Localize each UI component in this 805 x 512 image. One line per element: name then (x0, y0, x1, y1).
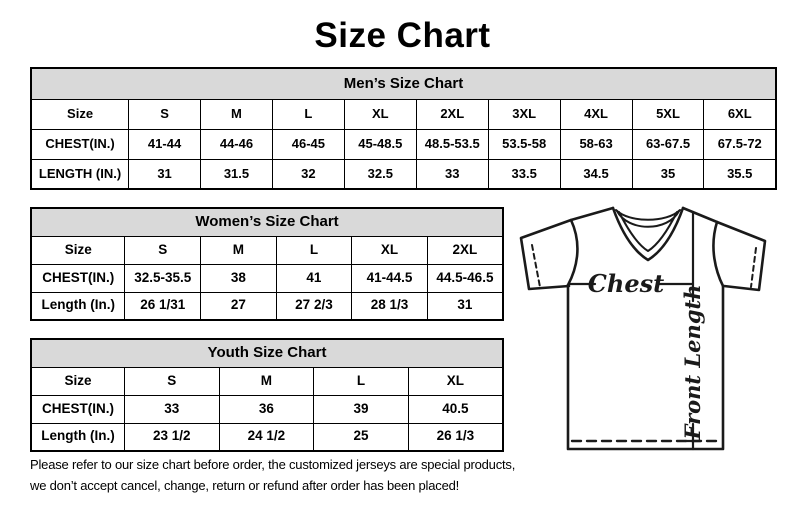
mens-title-row (31, 68, 776, 99)
tshirt-right-cuff-dashed (751, 248, 756, 287)
womens-value-cell: 44.5-46.5 (427, 264, 503, 292)
womens-value-cell: 32.5-35.5 (125, 264, 201, 292)
womens-title-row (31, 208, 503, 236)
mens-size-header-cell: 2XL (416, 99, 488, 129)
left-column (30, 207, 516, 497)
mens-value-cell: 45-48.5 (344, 129, 416, 159)
mens-row-label: CHEST(IN.) (31, 129, 129, 159)
youth-row-label: Length (In.) (31, 423, 124, 451)
womens-value-cell: 27 (201, 292, 277, 320)
womens-size-header-cell: M (201, 236, 277, 264)
youth-value-cell: 24 1/2 (219, 423, 314, 451)
mens-size-header-cell: XL (344, 99, 416, 129)
tshirt-left-cuff-dashed (532, 245, 540, 287)
mens-value-cell: 34.5 (560, 159, 632, 189)
front-length-label: Front Length (680, 284, 705, 440)
youth-size-header-cell: S (124, 367, 219, 395)
mens-row-0 (31, 99, 776, 129)
womens-row-label: CHEST(IN.) (31, 264, 125, 292)
mens-value-cell: 31 (129, 159, 201, 189)
youth-size-header-cell: M (219, 367, 314, 395)
womens-value-cell: 31 (427, 292, 503, 320)
mens-value-cell: 41-44 (129, 129, 201, 159)
youth-size-header-cell: XL (408, 367, 503, 395)
youth-value-cell: 40.5 (408, 395, 503, 423)
womens-value-cell: 41-44.5 (352, 264, 428, 292)
tshirt-diagram-icon (513, 198, 805, 466)
mens-value-cell: 33.5 (488, 159, 560, 189)
tshirt-measurement-diagram (513, 198, 805, 466)
disclaimer-text (30, 455, 530, 497)
mens-size-header-cell: 3XL (488, 99, 560, 129)
mens-size-header-cell: S (129, 99, 201, 129)
mens-value-cell: 67.5-72 (704, 129, 776, 159)
mens-value-cell: 58-63 (560, 129, 632, 159)
mens-size-header-cell: 5XL (632, 99, 704, 129)
youth-row-1 (31, 395, 503, 423)
youth-value-cell: 36 (219, 395, 314, 423)
womens-row-label: Length (In.) (31, 292, 125, 320)
mens-row-1 (31, 129, 776, 159)
womens-value-cell: 38 (201, 264, 277, 292)
womens-size-header-cell: S (125, 236, 201, 264)
womens-size-header-cell: L (276, 236, 352, 264)
mens-size-header-cell: 6XL (704, 99, 776, 129)
youth-row-label: Size (31, 367, 124, 395)
womens-size-table (30, 207, 504, 321)
mens-size-header-cell: L (272, 99, 344, 129)
mens-row-label: Size (31, 99, 129, 129)
womens-table-title: Women’s Size Chart (31, 208, 503, 236)
mens-value-cell: 53.5-58 (488, 129, 560, 159)
womens-row-2 (31, 292, 503, 320)
mens-row-label: LENGTH (IN.) (31, 159, 129, 189)
content-area (0, 67, 805, 497)
disclaimer-line-1: Please refer to our size chart before order, the customized jerseys are special products, (30, 457, 516, 472)
mens-size-table (30, 67, 777, 190)
mens-size-header-cell: M (201, 99, 273, 129)
page-title: Size Chart (314, 16, 491, 55)
lower-section (30, 207, 777, 497)
mens-value-cell: 46-45 (272, 129, 344, 159)
mens-value-cell: 33 (416, 159, 488, 189)
womens-value-cell: 27 2/3 (276, 292, 352, 320)
youth-size-table (30, 338, 504, 452)
youth-size-header-cell: L (314, 367, 409, 395)
youth-value-cell: 23 1/2 (124, 423, 219, 451)
youth-title-row (31, 339, 503, 367)
mens-value-cell: 63-67.5 (632, 129, 704, 159)
youth-value-cell: 33 (124, 395, 219, 423)
womens-row-0 (31, 236, 503, 264)
tshirt-left-seam (568, 220, 577, 285)
mens-value-cell: 44-46 (201, 129, 273, 159)
womens-size-header-cell: 2XL (427, 236, 503, 264)
mens-value-cell: 48.5-53.5 (416, 129, 488, 159)
youth-table-title: Youth Size Chart (31, 339, 503, 367)
mens-value-cell: 31.5 (201, 159, 273, 189)
youth-row-2 (31, 423, 503, 451)
youth-row-0 (31, 367, 503, 395)
mens-value-cell: 35.5 (704, 159, 776, 189)
womens-size-header-cell: XL (352, 236, 428, 264)
mens-table-title: Men’s Size Chart (31, 68, 776, 99)
mens-value-cell: 35 (632, 159, 704, 189)
tshirt-right-seam (713, 222, 723, 286)
mens-row-2 (31, 159, 776, 189)
youth-value-cell: 25 (314, 423, 409, 451)
womens-value-cell: 26 1/31 (125, 292, 201, 320)
mens-size-header-cell: 4XL (560, 99, 632, 129)
womens-value-cell: 41 (276, 264, 352, 292)
youth-value-cell: 39 (314, 395, 409, 423)
youth-value-cell: 26 1/3 (408, 423, 503, 451)
mens-value-cell: 32.5 (344, 159, 416, 189)
tshirt-collar-arc-1 (616, 210, 680, 220)
womens-value-cell: 28 1/3 (352, 292, 428, 320)
womens-row-label: Size (31, 236, 125, 264)
chest-label: Chest (587, 269, 665, 298)
mens-value-cell: 32 (272, 159, 344, 189)
womens-row-1 (31, 264, 503, 292)
disclaimer-line-2: we don’t accept cancel, change, return or refund after order has been placed! (30, 477, 460, 493)
youth-row-label: CHEST(IN.) (31, 395, 124, 423)
